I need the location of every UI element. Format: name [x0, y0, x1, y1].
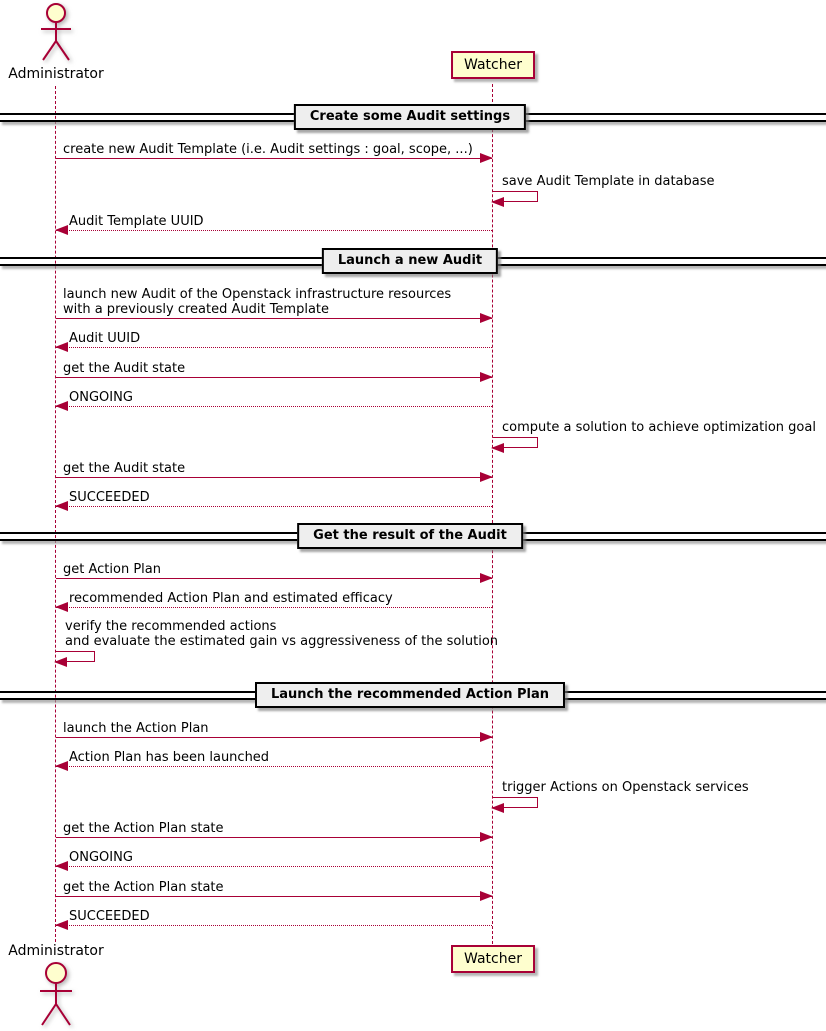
divider-label: Get the result of the Audit	[297, 523, 523, 549]
message-arrow	[56, 866, 492, 867]
actor-icon	[36, 961, 76, 1031]
message-label: save Audit Template in database	[502, 174, 715, 189]
arrowhead-left-icon	[55, 920, 68, 930]
message-label: get the Action Plan state	[63, 880, 224, 895]
message-self	[493, 420, 826, 448]
message-label: verify the recommended actions	[65, 619, 277, 634]
message-label: create new Audit Template (i.e. Audit settings : goal, scope, ...)	[63, 142, 473, 157]
message-arrow	[56, 607, 492, 608]
message-label: Action Plan has been launched	[69, 750, 270, 765]
message-call	[56, 821, 492, 838]
message-label: compute a solution to achieve optimization goal	[502, 420, 816, 435]
message-call	[56, 287, 492, 319]
message-arrow	[56, 158, 492, 159]
arrowhead-left-icon	[55, 501, 68, 511]
self-message-arrow	[493, 797, 538, 808]
divider-create-audit-settings	[0, 104, 826, 130]
message-arrow	[56, 737, 492, 738]
arrowhead-right-icon	[480, 153, 493, 163]
arrowhead-left-icon	[55, 225, 68, 235]
message-label: trigger Actions on Openstack services	[502, 780, 749, 795]
message-arrow	[56, 925, 492, 926]
participant-watcher-top: Watcher	[451, 51, 535, 79]
message-label: get the Action Plan state	[63, 821, 224, 836]
message-call	[56, 361, 492, 378]
message-arrow	[56, 896, 492, 897]
arrowhead-right-icon	[480, 472, 493, 482]
message-arrow	[56, 506, 492, 507]
message-call	[56, 721, 492, 738]
message-self	[56, 619, 499, 662]
arrowhead-left-icon	[54, 657, 67, 667]
message-arrow	[56, 477, 492, 478]
message-arrow	[56, 406, 492, 407]
message-label: launch the Action Plan	[63, 721, 209, 736]
message-arrow	[56, 578, 492, 579]
message-label: get the Audit state	[63, 361, 186, 376]
message-call	[56, 142, 492, 159]
arrowhead-left-icon	[55, 401, 68, 411]
message-return	[56, 909, 492, 926]
self-message-arrow	[493, 191, 538, 202]
message-label: launch new Audit of the Openstack infrastructure resources	[63, 287, 452, 302]
message-return	[56, 214, 492, 231]
message-arrow	[56, 766, 492, 767]
message-label: Audit Template UUID	[69, 214, 204, 229]
message-return	[56, 490, 492, 507]
message-return	[56, 591, 492, 608]
message-arrow	[56, 377, 492, 378]
message-label: SUCCEEDED	[69, 490, 150, 505]
divider-get-audit-result	[0, 523, 826, 549]
arrowhead-right-icon	[480, 372, 493, 382]
divider-label: Launch the recommended Action Plan	[255, 682, 565, 708]
message-arrow	[56, 837, 492, 838]
participant-label: Administrator	[8, 943, 104, 959]
participant-administrator-top	[0, 2, 116, 82]
message-return	[56, 750, 492, 767]
participant-label: Administrator	[8, 66, 104, 82]
divider-label: Create some Audit settings	[294, 104, 526, 130]
message-self	[493, 174, 826, 202]
participant-administrator-bottom	[0, 944, 116, 1031]
message-call	[56, 562, 492, 579]
arrowhead-right-icon	[480, 891, 493, 901]
arrowhead-left-icon	[491, 197, 504, 207]
message-label: SUCCEEDED	[69, 909, 150, 924]
message-return	[56, 390, 492, 407]
arrowhead-left-icon	[55, 602, 68, 612]
message-label: with a previously created Audit Template	[63, 302, 330, 317]
message-label: recommended Action Plan and estimated efficacy	[69, 591, 393, 606]
arrowhead-left-icon	[55, 342, 68, 352]
arrowhead-right-icon	[480, 573, 493, 583]
message-label: ONGOING	[69, 850, 133, 865]
message-arrow	[56, 347, 492, 348]
message-label: get Action Plan	[63, 562, 161, 577]
arrowhead-right-icon	[480, 832, 493, 842]
message-return	[56, 850, 492, 867]
message-call	[56, 461, 492, 478]
message-label: ONGOING	[69, 390, 133, 405]
arrowhead-left-icon	[491, 443, 504, 453]
message-arrow	[56, 318, 492, 319]
divider-label: Launch a new Audit	[322, 248, 498, 274]
message-self	[493, 780, 826, 808]
message-label: get the Audit state	[63, 461, 186, 476]
divider-launch-new-audit	[0, 248, 826, 274]
arrowhead-right-icon	[480, 313, 493, 323]
self-message-arrow	[56, 651, 95, 662]
actor-icon	[36, 2, 76, 64]
message-label: Audit UUID	[69, 331, 141, 346]
divider-launch-action-plan	[0, 682, 826, 708]
message-return	[56, 331, 492, 348]
message-label: and evaluate the estimated gain vs aggressiveness of the solution	[65, 634, 499, 649]
message-call	[56, 880, 492, 897]
arrowhead-left-icon	[491, 803, 504, 813]
lifeline-watcher	[492, 84, 493, 944]
arrowhead-left-icon	[55, 861, 68, 871]
participant-watcher-bottom: Watcher	[451, 945, 535, 973]
arrowhead-right-icon	[480, 732, 493, 742]
self-message-arrow	[493, 437, 538, 448]
message-arrow	[56, 230, 492, 231]
arrowhead-left-icon	[55, 761, 68, 771]
